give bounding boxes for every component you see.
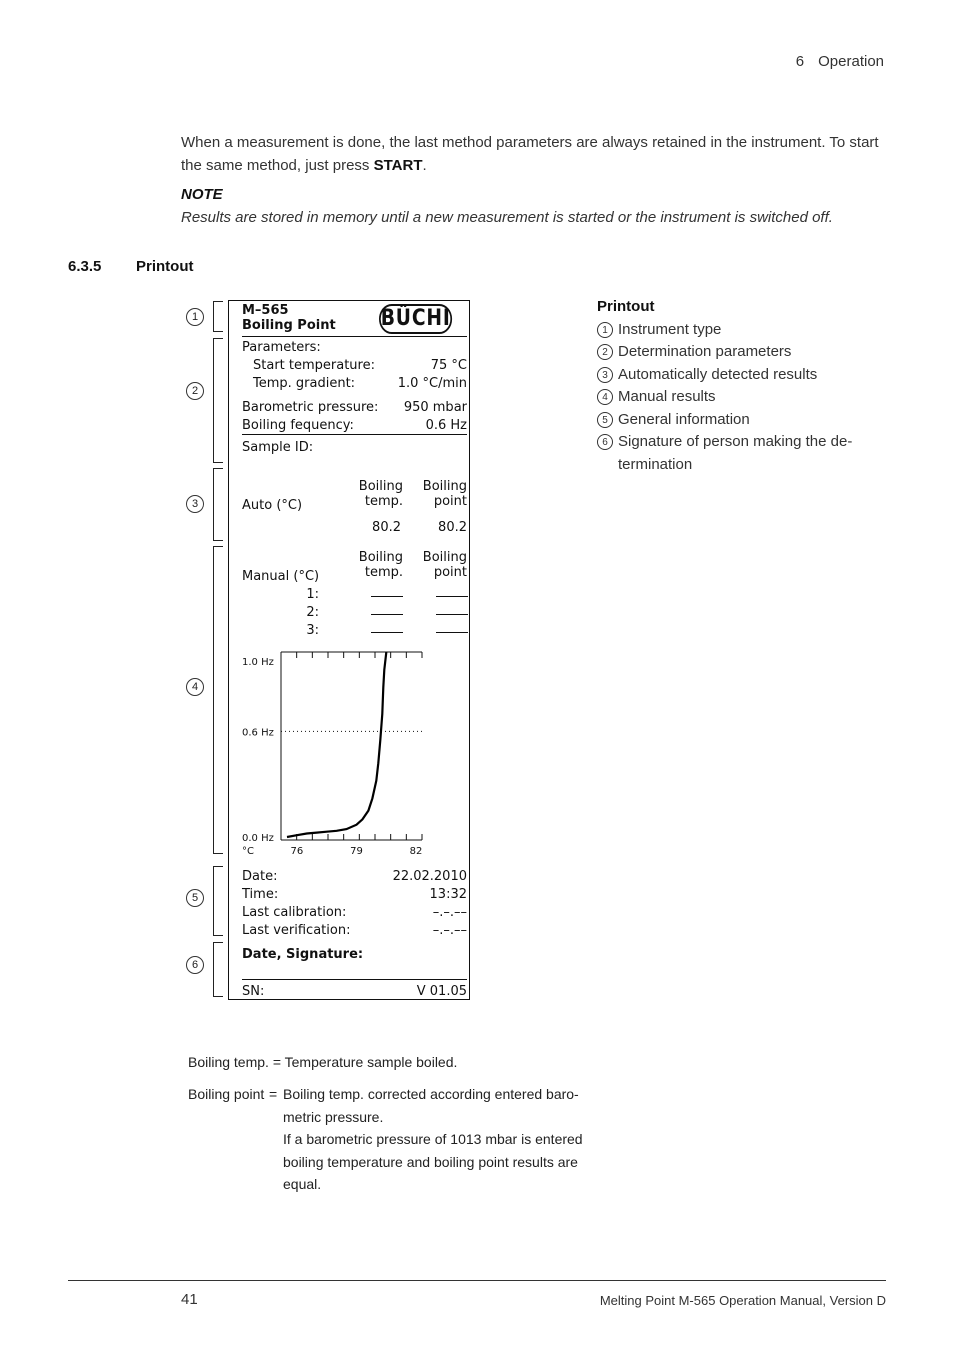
section-title: Printout bbox=[136, 258, 194, 275]
mode-name: Boiling Point bbox=[242, 318, 336, 333]
legend-label: Determination parameters bbox=[618, 343, 792, 360]
definition-line: boiling temperature and boiling point results are bbox=[283, 1153, 578, 1170]
start-temp-label: Start temperature: bbox=[253, 358, 375, 373]
model-name: M–565 bbox=[242, 303, 289, 318]
col-header-line: Boiling bbox=[422, 550, 467, 565]
term: Boiling point bbox=[188, 1086, 265, 1102]
manual-blank-temp-2 bbox=[371, 614, 403, 615]
date-value: 22.02.2010 bbox=[392, 869, 467, 884]
sample-id-label: Sample ID: bbox=[242, 440, 314, 455]
marker-5: 5 bbox=[186, 889, 204, 907]
gradient-row bbox=[253, 376, 467, 391]
sn-label: SN: bbox=[242, 984, 265, 999]
section-heading bbox=[68, 258, 194, 275]
marker-4: 4 bbox=[186, 678, 204, 696]
page-number: 41 bbox=[181, 1291, 198, 1308]
legend-label: Signature of person making the de- bbox=[618, 433, 853, 450]
bracket-6 bbox=[213, 942, 223, 997]
footer-rule bbox=[68, 1280, 886, 1281]
equals-sign: = bbox=[269, 1086, 278, 1102]
running-header bbox=[796, 53, 884, 70]
definition-boiling-point-text bbox=[283, 1083, 583, 1196]
y-tick-label: 1.0 Hz bbox=[242, 657, 274, 668]
bracket-4 bbox=[213, 546, 223, 854]
baro-label: Barometric pressure: bbox=[242, 400, 379, 415]
gradient-value: 1.0 °C/min bbox=[397, 376, 467, 391]
divider bbox=[242, 336, 467, 337]
section-number: 6.3.5 bbox=[68, 258, 102, 275]
x-tick-label: 76 bbox=[290, 846, 304, 857]
col-header-line: Boiling bbox=[422, 479, 467, 494]
legend-marker: 6 bbox=[597, 434, 613, 450]
legend-item-6-continued bbox=[597, 454, 887, 477]
legend-item-3 bbox=[597, 364, 887, 387]
legend-item-2 bbox=[597, 341, 887, 364]
col-header-line: Boiling bbox=[358, 479, 403, 494]
manual-label: Manual (°C) bbox=[242, 569, 320, 584]
manual-row-3-label: 3: bbox=[306, 623, 319, 638]
auto-point-value: 80.2 bbox=[438, 520, 467, 535]
divider bbox=[242, 979, 467, 980]
bracket-2 bbox=[213, 338, 223, 463]
definition-boiling-point-term bbox=[188, 1083, 264, 1106]
col-header-line: temp. bbox=[364, 565, 403, 580]
time-label: Time: bbox=[242, 887, 279, 902]
marker-2: 2 bbox=[186, 382, 204, 400]
calibration-row bbox=[242, 905, 467, 920]
manual-blank-point-2 bbox=[436, 614, 468, 615]
col-header-line: point bbox=[433, 565, 467, 580]
freq-row bbox=[242, 418, 467, 433]
time-row bbox=[242, 887, 467, 902]
verification-row bbox=[242, 923, 467, 938]
term: Boiling temp. bbox=[188, 1054, 269, 1070]
y-tick-label: 0.0 Hz bbox=[242, 833, 274, 844]
calibration-value: –.–.–– bbox=[432, 905, 467, 920]
col-header-line: point bbox=[433, 494, 467, 509]
legend-marker: 1 bbox=[597, 322, 613, 338]
note-text: Results are stored in memory until a new measurement is started or the instrument is switched off. bbox=[181, 209, 833, 226]
divider bbox=[242, 434, 467, 435]
intro-paragraph bbox=[181, 131, 881, 177]
y-tick-label: 0.6 Hz bbox=[242, 727, 274, 739]
marker-3: 3 bbox=[186, 495, 204, 513]
definition-boiling-temp bbox=[188, 1051, 457, 1074]
legend-item-1 bbox=[597, 319, 887, 342]
verification-label: Last verification: bbox=[242, 923, 351, 938]
printout-box bbox=[228, 300, 470, 1000]
definition-line: If a barometric pressure of 1013 mbar is entered bbox=[283, 1131, 583, 1147]
note-heading: NOTE bbox=[181, 186, 223, 203]
frequency-curve bbox=[287, 652, 386, 837]
x-tick-label: 82 bbox=[409, 846, 423, 857]
auto-label: Auto (°C) bbox=[242, 498, 303, 513]
printout-legend bbox=[597, 296, 887, 476]
date-row bbox=[242, 869, 467, 884]
buchi-logo: BÜCHI bbox=[379, 304, 452, 334]
legend-label: General information bbox=[618, 410, 750, 428]
marker-6: 6 bbox=[186, 956, 204, 974]
frequency-chart bbox=[229, 644, 469, 866]
x-tick-label: 79 bbox=[350, 846, 363, 857]
manual-row-1-label: 1: bbox=[306, 587, 319, 602]
legend-item-6 bbox=[597, 431, 887, 454]
definition-line: equal. bbox=[283, 1176, 322, 1192]
manual-blank-point-1 bbox=[436, 596, 468, 597]
start-temp-value: 75 °C bbox=[430, 358, 467, 373]
col-header-line: Boiling bbox=[358, 550, 403, 565]
start-temp-row bbox=[253, 358, 467, 373]
manual-blank-temp-1 bbox=[371, 596, 403, 597]
manual-blank-point-3 bbox=[436, 632, 468, 633]
intro-text: When a measurement is done, the last method parameters are always retained in the instrument. To start the same method, just press bbox=[181, 134, 879, 174]
signature-label: Date, Signature: bbox=[242, 947, 364, 962]
freq-value: 0.6 Hz bbox=[425, 418, 467, 433]
version-value: V 01.05 bbox=[416, 984, 467, 999]
definition-line: metric pressure. bbox=[283, 1108, 384, 1125]
manual-blank-temp-3 bbox=[371, 632, 403, 633]
baro-value: 950 mbar bbox=[403, 400, 467, 415]
col-header-line: temp. bbox=[364, 494, 403, 509]
date-label: Date: bbox=[242, 869, 278, 884]
legend-label: Manual results bbox=[618, 388, 716, 405]
legend-marker: 2 bbox=[597, 344, 613, 360]
chapter-title: Operation bbox=[818, 53, 884, 70]
verification-value: –.–.–– bbox=[432, 923, 467, 938]
calibration-label: Last calibration: bbox=[242, 905, 347, 920]
legend-item-5 bbox=[597, 409, 887, 432]
bracket-1 bbox=[213, 301, 223, 332]
chapter-number: 6 bbox=[795, 53, 805, 70]
legend-marker: 5 bbox=[597, 412, 613, 428]
legend-label: Instrument type bbox=[618, 320, 722, 338]
params-label: Parameters: bbox=[242, 340, 321, 355]
x-unit-label: °C bbox=[242, 846, 254, 857]
legend-label: termination bbox=[618, 455, 693, 473]
footer-title: Melting Point M-565 Operation Manual, Version D bbox=[599, 1293, 886, 1308]
legend-marker: 3 bbox=[597, 367, 613, 383]
start-keyword: START bbox=[373, 157, 423, 174]
term-definition: = Temperature sample boiled. bbox=[272, 1054, 458, 1070]
time-value: 13:32 bbox=[429, 887, 467, 902]
intro-text-end: . bbox=[422, 157, 427, 174]
bracket-5 bbox=[213, 866, 223, 936]
auto-temp-value: 80.2 bbox=[372, 520, 401, 535]
legend-heading: Printout bbox=[597, 298, 655, 315]
legend-marker: 4 bbox=[597, 389, 613, 405]
marker-1: 1 bbox=[186, 308, 204, 326]
legend-label: Automatically detected results bbox=[618, 365, 818, 383]
baro-row bbox=[242, 400, 467, 415]
bracket-3 bbox=[213, 468, 223, 541]
legend-item-4 bbox=[597, 386, 887, 409]
sn-row bbox=[242, 984, 467, 999]
freq-label: Boiling fequency: bbox=[242, 418, 354, 433]
definition-line: Boiling temp. corrected according entered baro- bbox=[283, 1086, 579, 1102]
gradient-label: Temp. gradient: bbox=[253, 376, 356, 391]
manual-row-2-label: 2: bbox=[306, 605, 319, 620]
